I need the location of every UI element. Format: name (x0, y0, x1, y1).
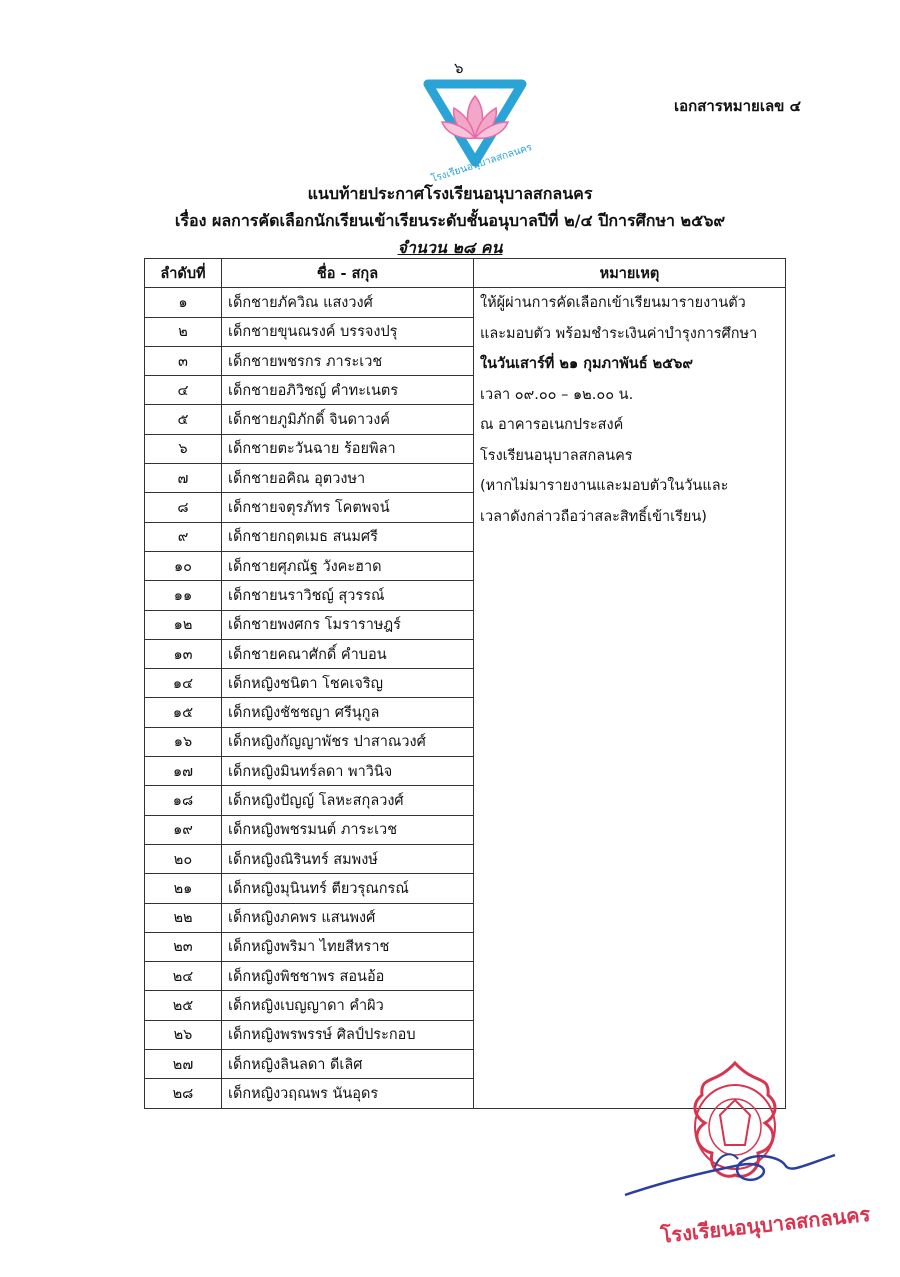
row-number: ๔ (145, 376, 222, 405)
school-lotus-logo-icon (420, 76, 534, 186)
student-name: เด็กชายคณาศักดิ์ คำบอน (222, 639, 474, 668)
school-seal (620, 1055, 872, 1255)
student-name: เด็กหญิงเบญญาดา คำผิว (222, 991, 474, 1020)
logo-text: โรงเรียนอนุบาลสกลนคร (429, 142, 534, 186)
col-header-remark: หมายเหตุ (474, 259, 786, 288)
remark-line: และมอบตัว พร้อมชำระเงินค่าบำรุงการศึกษา (480, 325, 758, 342)
row-number: ๒๕ (145, 991, 222, 1020)
remark-cell (474, 288, 786, 1108)
row-number: ๒๘ (145, 1079, 222, 1108)
student-name: เด็กชายกฤตเมธ สนมศรี (222, 522, 474, 551)
remark-line: ณ อาคารอเนกประสงค์ (480, 417, 624, 434)
row-number: ๗ (145, 464, 222, 493)
row-number: ๑๘ (145, 786, 222, 815)
row-number: ๑๑ (145, 581, 222, 610)
student-name: เด็กหญิงวฤณพร นันอุดร (222, 1079, 474, 1108)
table-row (145, 288, 786, 317)
student-name: เด็กชายภัควิณ แสงวงศ์ (222, 288, 474, 317)
row-number: ๒๐ (145, 844, 222, 873)
row-number: ๒ (145, 317, 222, 346)
student-name: เด็กหญิงณิรินทร์ สมพงษ์ (222, 844, 474, 873)
student-name: เด็กชายพงศกร โมราราษฎร์ (222, 610, 474, 639)
header-line-2: เรื่อง ผลการคัดเลือกนักเรียนเข้าเรียนระดับชั้นอนุบาลปีที่ ๒/๔ ปีการศึกษา ๒๕๖๙ (174, 211, 726, 230)
row-number: ๑ (145, 288, 222, 317)
row-number: ๖ (145, 434, 222, 463)
header-count: จำนวน ๒๘ คน (397, 238, 503, 257)
row-number: ๑๙ (145, 815, 222, 844)
row-number: ๒๔ (145, 962, 222, 991)
student-name: เด็กชายพชรกร ภาระเวช (222, 346, 474, 375)
student-name: เด็กหญิงมินทร์ลดา พาวินิจ (222, 757, 474, 786)
row-number: ๑๕ (145, 698, 222, 727)
student-name: เด็กหญิงพิชชาพร สอนอ้อ (222, 962, 474, 991)
student-name: เด็กชายอภิวิชญ์ คำทะเนตร (222, 376, 474, 405)
student-name: เด็กชายศุภณัฐ วังคะฮาด (222, 551, 474, 580)
header-line-1: แนบท้ายประกาศโรงเรียนอนุบาลสกลนคร (307, 184, 593, 203)
row-number: ๒๖ (145, 1020, 222, 1049)
col-header-name: ชื่อ - สกุล (222, 259, 474, 288)
student-name: เด็กชายนราวิชญ์ สุวรรณ์ (222, 581, 474, 610)
row-number: ๙ (145, 522, 222, 551)
row-number: ๓ (145, 346, 222, 375)
remark-line: (หากไม่มารายงานและมอบตัวในวันและ (480, 478, 729, 495)
row-number: ๒๓ (145, 932, 222, 961)
student-name: เด็กหญิงชัชชญา ศรีนุกูล (222, 698, 474, 727)
remark-line: โรงเรียนอนุบาลสกลนคร (480, 447, 633, 464)
row-number: ๑๔ (145, 669, 222, 698)
remark-line: เวลาดังกล่าวถือว่าสละสิทธิ์เข้าเรียน) (480, 508, 707, 525)
student-name: เด็กหญิงพริมา ไทยสีหราช (222, 932, 474, 961)
result-table (144, 258, 786, 1109)
remark-line: เวลา ๐๙.๐๐ – ๑๒.๐๐ น. (480, 386, 634, 403)
row-number: ๒๒ (145, 903, 222, 932)
student-name: เด็กชายอคิณ อุตวงษา (222, 464, 474, 493)
student-name: เด็กหญิงกัญญาพัชร ปาสาณวงศ์ (222, 727, 474, 756)
student-name: เด็กหญิงภคพร แสนพงศ์ (222, 903, 474, 932)
row-number: ๘ (145, 493, 222, 522)
student-name: เด็กหญิงพชรมนต์ ภาระเวช (222, 815, 474, 844)
student-name: เด็กชายขุนณรงค์ บรรจงปรุ (222, 317, 474, 346)
seal-text: โรงเรียนอนุบาลสกลนคร (659, 1201, 872, 1248)
student-name: เด็กชายภูมิภักดิ์ จินดาวงค์ (222, 405, 474, 434)
school-logo (420, 76, 534, 186)
row-number: ๑๗ (145, 757, 222, 786)
document-number: เอกสารหมายเลข ๔ (674, 97, 801, 115)
row-number: ๕ (145, 405, 222, 434)
row-number: ๑๖ (145, 727, 222, 756)
student-name: เด็กหญิงพรพรรษ์ ศิลป์ประกอบ (222, 1020, 474, 1049)
row-number: ๑๒ (145, 610, 222, 639)
page-number: ๖ (454, 59, 464, 77)
student-name: เด็กชายจตุรภัทร โคตพจน์ (222, 493, 474, 522)
row-number: ๑๓ (145, 639, 222, 668)
col-header-no: ลำดับที่ (145, 259, 222, 288)
student-name: เด็กหญิงปัญญ์ โลหะสกุลวงศ์ (222, 786, 474, 815)
student-name: เด็กหญิงลินลดา ดีเลิศ (222, 1050, 474, 1079)
student-name: เด็กหญิงชนิตา โชคเจริญ (222, 669, 474, 698)
remark-line: ให้ผู้ผ่านการคัดเลือกเข้าเรียนมารายงานตัว (480, 295, 746, 312)
student-name: เด็กชายตะวันฉาย ร้อยพิลา (222, 434, 474, 463)
student-name: เด็กหญิงมุนินทร์ ตียวรุณกรณ์ (222, 874, 474, 903)
table-header-row (145, 259, 786, 288)
remark-line: ในวันเสาร์ที่ ๒๑ กุมภาพันธ์ ๒๕๖๙ (480, 356, 693, 373)
school-seal-stamp-icon (620, 1055, 872, 1255)
row-number: ๑๐ (145, 551, 222, 580)
row-number: ๒๑ (145, 874, 222, 903)
row-number: ๒๗ (145, 1050, 222, 1079)
